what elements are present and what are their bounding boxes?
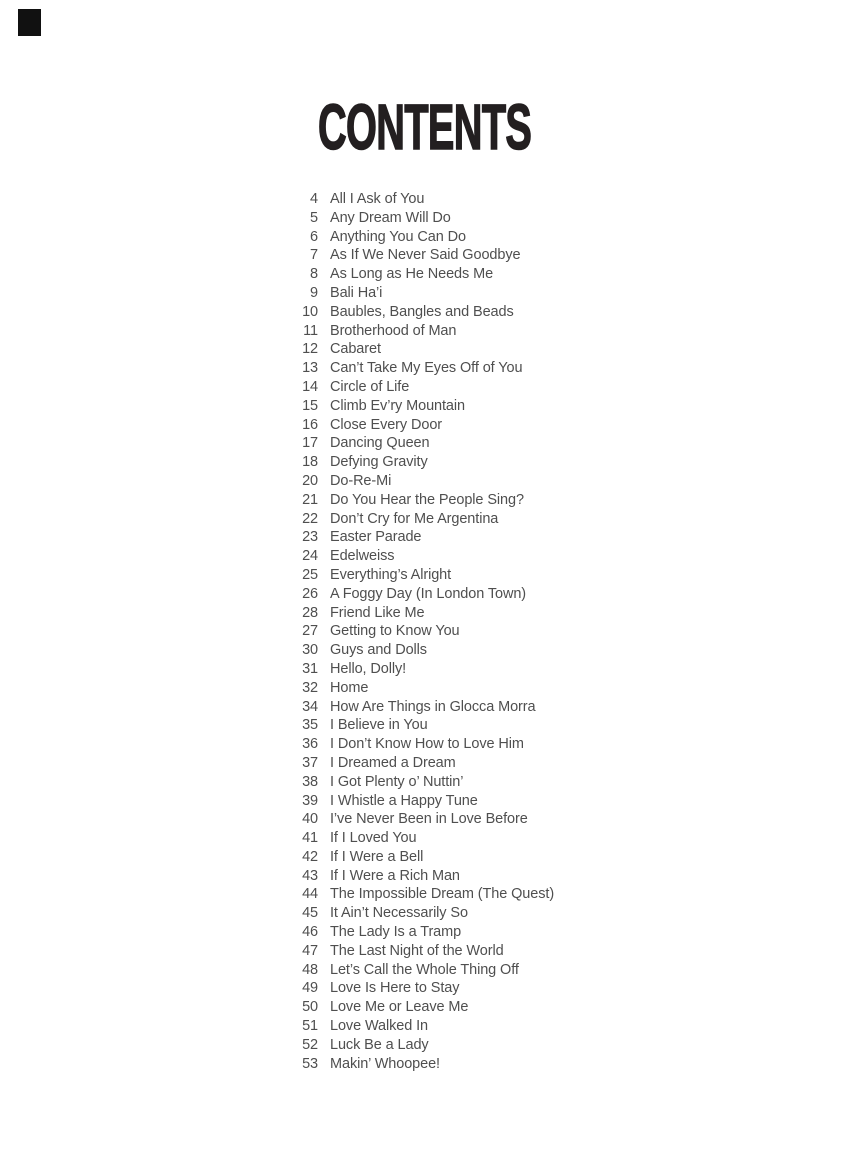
toc-row [270, 359, 554, 378]
toc-page-number: 14 [302, 378, 318, 395]
toc-row [270, 773, 554, 792]
toc-page-number: 27 [302, 623, 318, 640]
toc-page-number: 8 [310, 266, 318, 283]
toc-page-number: 22 [302, 510, 318, 527]
toc-song-title: Do You Hear the People Sing? [330, 491, 524, 508]
toc-song-title: I Whistle a Happy Tune [330, 792, 478, 809]
toc-song-title: Hello, Dolly! [330, 660, 407, 677]
toc-row [270, 228, 554, 247]
toc-row [270, 641, 554, 660]
toc-song-title: Love Walked In [330, 1018, 429, 1035]
toc-row [270, 510, 554, 529]
toc-page-number: 39 [302, 792, 318, 809]
toc-row [270, 923, 554, 942]
toc-page-number: 49 [302, 980, 318, 997]
toc-row [270, 453, 554, 472]
toc-row [270, 472, 554, 491]
toc-song-title: Any Dream Will Do [330, 209, 451, 226]
toc-song-title: As Long as He Needs Me [330, 266, 494, 283]
toc-row [270, 698, 554, 717]
toc-page-number: 12 [302, 341, 318, 358]
toc-page-number: 21 [302, 491, 318, 508]
toc-page-number: 40 [302, 811, 318, 828]
toc-song-title: The Last Night of the World [330, 942, 504, 959]
toc-page-number: 35 [302, 717, 318, 734]
toc-page-number: 6 [310, 228, 318, 245]
toc-song-title: A Foggy Day (In London Town) [330, 585, 527, 602]
toc-song-title: Baubles, Bangles and Beads [330, 303, 514, 320]
toc-song-title: All I Ask of You [330, 191, 425, 207]
toc-song-title: The Impossible Dream (The Quest) [330, 886, 555, 903]
toc-song-title: Dancing Queen [330, 435, 430, 452]
toc-row [270, 397, 554, 416]
toc-row [270, 998, 554, 1017]
toc-page-number: 30 [302, 642, 318, 659]
corner-print-mark [18, 9, 41, 36]
toc-row [270, 547, 554, 566]
toc-song-title: Luck Be a Lady [330, 1036, 429, 1053]
toc-page-number: 24 [302, 548, 318, 565]
toc-row [270, 792, 554, 811]
toc-row [270, 528, 554, 547]
toc-page-number: 7 [310, 247, 318, 264]
toc-song-title: Don’t Cry for Me Argentina [330, 510, 499, 527]
toc-row [270, 284, 554, 303]
toc-page-number: 32 [302, 679, 318, 696]
toc-page-number: 16 [302, 416, 318, 433]
toc-row [270, 979, 554, 998]
toc-song-title: I Got Plenty o’ Nuttin’ [330, 773, 464, 790]
toc-page-number: 28 [302, 604, 318, 621]
toc-row [270, 867, 554, 886]
toc-row [270, 303, 554, 322]
toc-row [270, 716, 554, 735]
toc-page-number: 47 [302, 942, 318, 959]
toc-song-title: Everything’s Alright [330, 566, 452, 583]
toc-song-title: The Lady Is a Tramp [330, 924, 462, 941]
toc-row [270, 434, 554, 453]
toc-row [270, 1017, 554, 1036]
toc-page-number: 17 [302, 435, 318, 452]
toc-page-number: 23 [302, 529, 318, 546]
toc-song-title: I Believe in You [330, 717, 428, 734]
toc-song-title: I Dreamed a Dream [330, 754, 456, 771]
toc-page-number: 48 [302, 961, 318, 978]
toc-song-title: Cabaret [330, 341, 381, 358]
toc-page-number: 13 [302, 360, 318, 377]
toc-row [270, 904, 554, 923]
toc-page-number: 4 [310, 191, 318, 207]
toc-song-title: Let’s Call the Whole Thing Off [330, 961, 519, 978]
toc-row [270, 754, 554, 773]
toc-row [270, 246, 554, 265]
toc-song-title: Love Me or Leave Me [330, 999, 469, 1016]
toc-song-title: Climb Ev’ry Mountain [330, 397, 465, 414]
toc-row [270, 942, 554, 961]
toc-row [270, 679, 554, 698]
toc-row [270, 1055, 554, 1074]
toc-page-number: 11 [303, 322, 318, 339]
toc-row [270, 1036, 554, 1055]
toc-page-number: 37 [302, 754, 318, 771]
toc-row [270, 491, 554, 510]
page-title: CONTENTS [318, 91, 532, 163]
toc-page-number: 50 [302, 999, 318, 1016]
toc-song-title: Do-Re-Mi [330, 472, 392, 489]
toc-page-number: 45 [302, 905, 318, 922]
toc-page-number: 41 [302, 830, 318, 847]
toc-page-number: 38 [302, 773, 318, 790]
toc-song-title: As If We Never Said Goodbye [330, 247, 521, 264]
toc-song-title: Makin’ Whoopee! [330, 1055, 440, 1072]
toc-song-title: Edelweiss [330, 548, 395, 565]
toc-page-number: 9 [310, 284, 318, 301]
toc-row [270, 735, 554, 754]
toc-page-number: 34 [302, 698, 318, 715]
toc-song-title: Getting to Know You [330, 623, 460, 640]
toc-song-title: If I Loved You [330, 830, 417, 847]
toc-song-title: Friend Like Me [330, 604, 425, 621]
toc-row [270, 378, 554, 397]
toc-row [270, 566, 554, 585]
toc-page-number: 36 [302, 736, 318, 753]
toc-song-title: Easter Parade [330, 529, 422, 546]
toc-row [270, 585, 554, 604]
toc-row [270, 604, 554, 623]
toc-row [270, 416, 554, 435]
toc-song-title: I’ve Never Been in Love Before [330, 811, 528, 828]
toc-row [270, 961, 554, 980]
toc-page-number: 46 [302, 924, 318, 941]
toc-page-number: 53 [302, 1055, 318, 1072]
toc-list [270, 190, 554, 1073]
toc-song-title: Love Is Here to Stay [330, 980, 460, 997]
toc-page-number: 18 [302, 454, 318, 471]
toc-song-title: Anything You Can Do [330, 228, 466, 245]
toc-page-number: 31 [302, 660, 318, 677]
toc-song-title: I Don’t Know How to Love Him [330, 736, 524, 753]
toc-song-title: Brotherhood of Man [330, 322, 457, 339]
toc-row [270, 829, 554, 848]
toc-song-title: If I Were a Rich Man [330, 867, 460, 884]
toc-song-title: How Are Things in Glocca Morra [330, 698, 536, 715]
toc-page-number: 42 [302, 848, 318, 865]
toc-song-title: It Ain’t Necessarily So [330, 905, 468, 922]
toc-page-number: 44 [302, 886, 318, 903]
toc-row [270, 885, 554, 904]
toc-row [270, 322, 554, 341]
toc-page-number: 20 [302, 472, 318, 489]
toc-page-number: 10 [302, 303, 318, 320]
toc-song-title: Close Every Door [330, 416, 443, 433]
toc-page-number: 15 [302, 397, 318, 414]
toc-row [270, 340, 554, 359]
toc-row [270, 190, 554, 209]
toc-page-number: 25 [302, 566, 318, 583]
toc-page-number: 43 [302, 867, 318, 884]
toc-page-number: 51 [302, 1018, 318, 1035]
toc-song-title: Defying Gravity [330, 454, 428, 471]
toc-page-number: 52 [302, 1036, 318, 1053]
toc-row [270, 622, 554, 641]
toc-row [270, 660, 554, 679]
toc-song-title: Circle of Life [330, 378, 410, 395]
toc-row [270, 810, 554, 829]
toc-page-number: 26 [302, 585, 318, 602]
toc-song-title: Home [330, 679, 369, 696]
toc-page-number: 5 [310, 209, 318, 226]
toc-row [270, 848, 554, 867]
toc-row [270, 209, 554, 228]
toc-song-title: Bali Ha’i [330, 284, 383, 301]
toc-song-title: Can’t Take My Eyes Off of You [330, 360, 523, 377]
toc-song-title: Guys and Dolls [330, 642, 427, 659]
toc-row [270, 265, 554, 284]
toc-song-title: If I Were a Bell [330, 848, 424, 865]
